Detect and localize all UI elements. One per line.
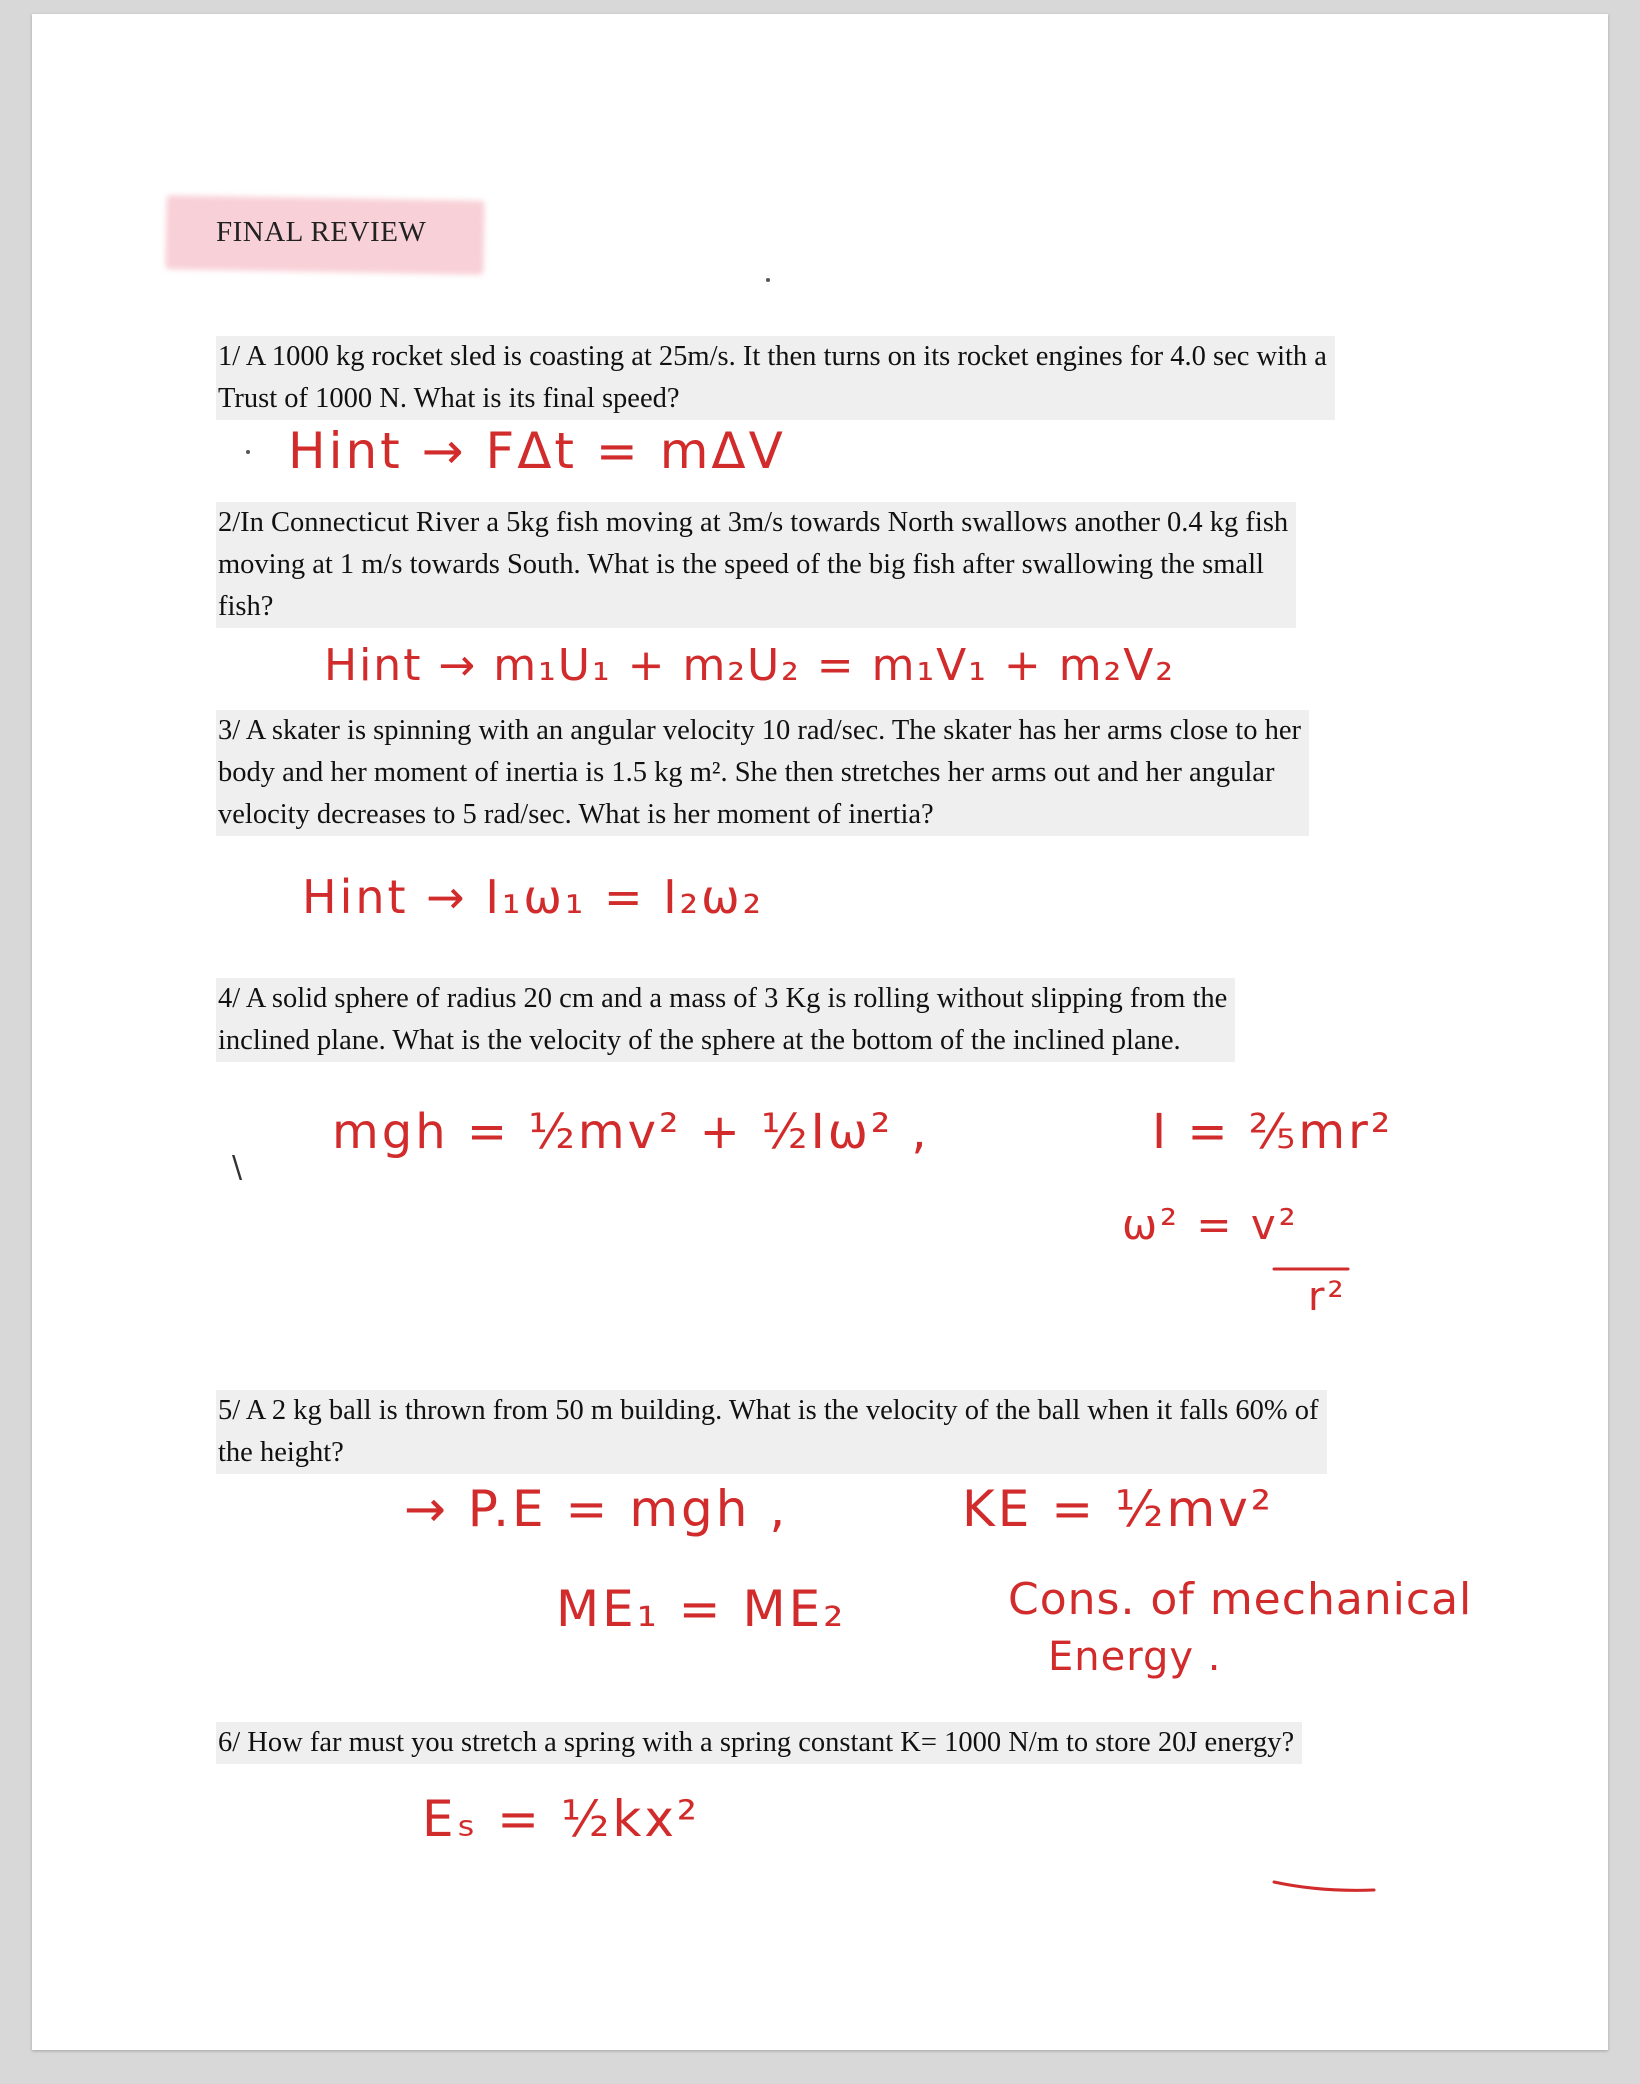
question-6: [216, 1722, 1302, 1764]
question-4: [216, 978, 1235, 1062]
hint-5-note-line-1: Cons. of mechanical: [1008, 1574, 1473, 1625]
question-line: velocity decreases to 5 rad/sec. What is her moment of inertia?: [218, 799, 934, 830]
hint-6-spring-energy: Eₛ = ½kx²: [422, 1790, 700, 1848]
question-5: [216, 1390, 1327, 1474]
question-line: 2/In Connecticut River a 5kg fish moving at 3m/s towards North swallows another 0.4 kg fish: [218, 507, 1289, 538]
question-line: 5/ A 2 kg ball is thrown from 50 m building. What is the velocity of the ball when it falls 60% of: [218, 1395, 1319, 1426]
pen-stroke: [1270, 1876, 1380, 1900]
question-line: 4/ A solid sphere of radius 20 cm and a mass of 3 Kg is rolling without slipping from the: [218, 983, 1228, 1014]
page-title: FINAL REVIEW: [216, 216, 427, 248]
question-line: fish?: [218, 591, 274, 622]
stray-mark: \: [232, 1150, 243, 1185]
question-line: 1/ A 1000 kg rocket sled is coasting at 25m/s. It then turns on its rocket engines for 4.0 sec with a: [218, 341, 1327, 372]
question-line: moving at 1 m/s towards South. What is the speed of the big fish after swallowing the small: [218, 549, 1264, 580]
question-line: the height?: [218, 1437, 344, 1468]
document-page: [32, 14, 1608, 2050]
hint-4-omega-numerator: ω² = v²: [1122, 1200, 1299, 1249]
hint-1-annotation: Hint → FΔt = mΔV: [288, 422, 786, 480]
question-line: 6/ How far must you stretch a spring with a spring constant K= 1000 N/m to store 20J energy?: [218, 1727, 1295, 1758]
hint-4-energy-equation: mgh = ½mv² + ½Iω² ,: [332, 1104, 930, 1160]
hint-5-potential-energy: → P.E = mgh ,: [404, 1480, 789, 1538]
hint-5-energy-conservation: ME₁ = ME₂: [556, 1580, 847, 1638]
hint-5-note-line-2: Energy .: [1048, 1634, 1222, 1680]
question-line: inclined plane. What is the velocity of the sphere at the bottom of the inclined plane.: [218, 1025, 1181, 1056]
hint-2-annotation: Hint → m₁U₁ + m₂U₂ = m₁V₁ + m₂V₂: [324, 640, 1175, 691]
hint-3-annotation: Hint → I₁ω₁ = I₂ω₂: [302, 870, 765, 924]
pen-dot: [246, 450, 250, 454]
question-line: body and her moment of inertia is 1.5 kg m². She then stretches her arms out and her angular: [218, 757, 1275, 788]
question-3: [216, 710, 1309, 836]
hint-4-inertia-formula: I = ⅖mr²: [1152, 1104, 1394, 1160]
hint-5-kinetic-energy: KE = ½mv²: [962, 1480, 1274, 1538]
question-line: 3/ A skater is spinning with an angular velocity 10 rad/sec. The skater has her arms close to her: [218, 715, 1301, 746]
fraction-bar: [1272, 1264, 1352, 1274]
question-2: [216, 502, 1296, 628]
hint-4-omega-denominator: r²: [1308, 1274, 1347, 1320]
pen-dot: [766, 278, 770, 282]
question-1: [216, 336, 1335, 420]
question-line: Trust of 1000 N. What is its final speed?: [218, 383, 680, 414]
